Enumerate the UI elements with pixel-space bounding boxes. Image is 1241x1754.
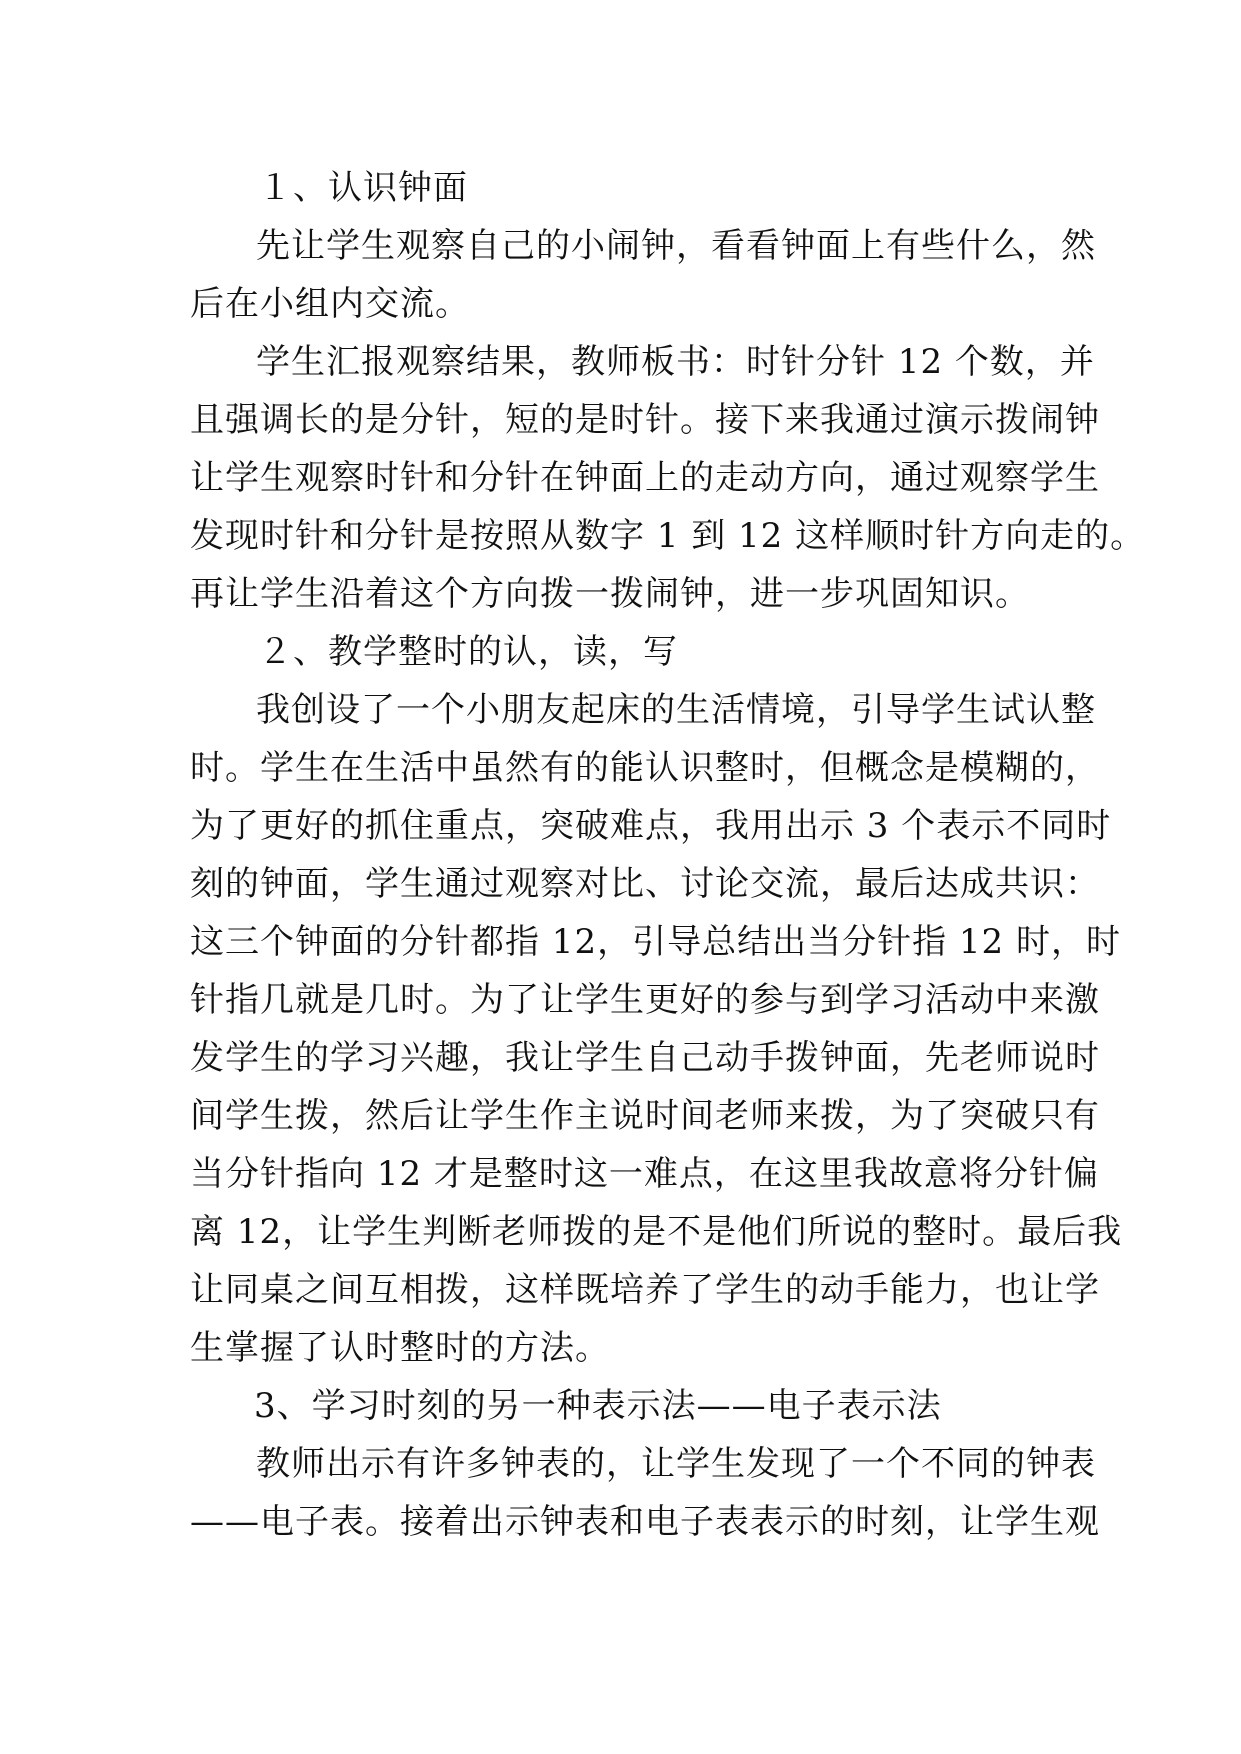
paragraph-line: 针指几就是几时。为了让学生更好的参与到学习活动中来激 bbox=[190, 980, 1100, 1020]
paragraph-line: ——电子表。接着出示钟表和电子表表示的时刻，让学生观 bbox=[190, 1502, 1100, 1542]
paragraph-line: 离 12，让学生判断老师拨的是不是他们所说的整时。最后我 bbox=[190, 1212, 1123, 1252]
section-heading-1: １、认识钟面 bbox=[258, 168, 468, 208]
paragraph-line: 这三个钟面的分针都指 12，引导总结出当分针指 12 时，时 bbox=[190, 922, 1121, 962]
paragraph-line: 我创设了一个小朋友起床的生活情境，引导学生试认整 bbox=[256, 690, 1096, 730]
paragraph-line: 且强调长的是分针，短的是时针。接下来我通过演示拨闹钟 bbox=[190, 400, 1100, 440]
paragraph-line: 再让学生沿着这个方向拨一拨闹钟，进一步巩固知识。 bbox=[190, 574, 1030, 614]
paragraph-line: 发学生的学习兴趣，我让学生自己动手拨钟面，先老师说时 bbox=[190, 1038, 1100, 1078]
paragraph-line: 教师出示有许多钟表的，让学生发现了一个不同的钟表 bbox=[256, 1444, 1096, 1484]
section-heading-2: ２、教学整时的认，读，写 bbox=[258, 632, 678, 672]
paragraph-line: 发现时针和分针是按照从数字 1 到 12 这样顺时针方向走的。 bbox=[190, 516, 1146, 556]
paragraph-line: 后在小组内交流。 bbox=[190, 284, 470, 324]
paragraph-line: 时。学生在生活中虽然有的能认识整时，但概念是模糊的， bbox=[190, 748, 1100, 788]
paragraph-line: 为了更好的抓住重点，突破难点，我用出示 3 个表示不同时 bbox=[190, 806, 1112, 846]
paragraph-line: 让同桌之间互相拨，这样既培养了学生的动手能力，也让学 bbox=[190, 1270, 1100, 1310]
paragraph-line: 学生汇报观察结果，教师板书：时针分针 12 个数，并 bbox=[256, 342, 1095, 382]
paragraph-line: 间学生拨，然后让学生作主说时间老师来拨，为了突破只有 bbox=[190, 1096, 1100, 1136]
paragraph-line: 刻的钟面，学生通过观察对比、讨论交流，最后达成共识： bbox=[190, 864, 1100, 904]
paragraph-line: 先让学生观察自己的小闹钟，看看钟面上有些什么，然 bbox=[256, 226, 1096, 266]
paragraph-line: 让学生观察时针和分针在钟面上的走动方向，通过观察学生 bbox=[190, 458, 1100, 498]
paragraph-line: 生掌握了认时整时的方法。 bbox=[190, 1328, 610, 1368]
section-heading-3: 3、学习时刻的另一种表示法——电子表示法 bbox=[254, 1386, 942, 1426]
paragraph-line: 当分针指向 12 才是整时这一难点，在这里我故意将分针偏 bbox=[190, 1154, 1099, 1194]
